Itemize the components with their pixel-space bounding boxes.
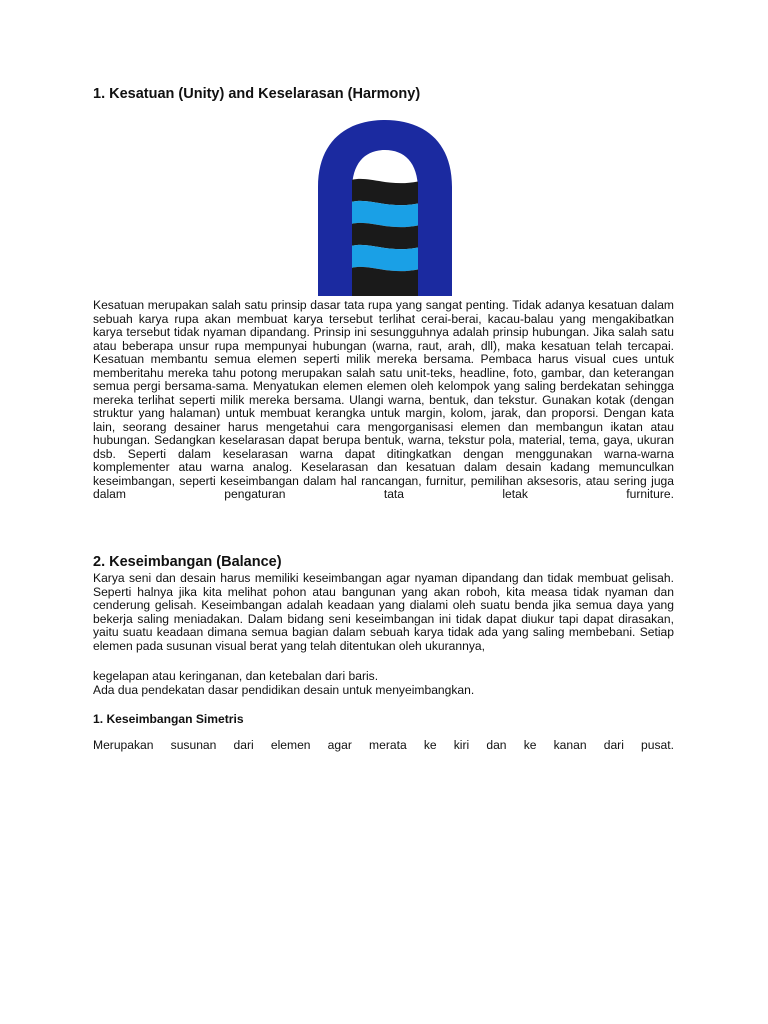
paragraph-approaches: Ada dua pendekatan dasar pendidikan desain untuk menyeimbangkan.	[93, 683, 475, 697]
unity-arch-logo	[318, 120, 452, 296]
paragraph-balance: Karya seni dan desain harus memiliki keseimbangan agar nyaman dipandang dan tidak membuat gelisah. Seperti halnya jika kita melihat pohon atau bangunan yang akan roboh, kita measa tidak nyaman dan cenderung gelisah. Keseimbangan adalah keadaan yang dialami oleh suatu benda jika semua daya yang bekerja saling meniadakan. Dalam bidang seni keseimbangan ini tidak dapat diukur tapi dapat dirasakan, yaitu suatu keadaan dimana semua bagian dalam sebuah karya tidak ada yang saling membebani. Setiap elemen pada susunan visual berat yang telah ditentukan oleh ukurannya,	[93, 571, 674, 653]
paragraph-unity: Kesatuan merupakan salah satu prinsip dasar tata rupa yang sangat penting. Tidak adanya kesatuan dalam sebuah karya rupa akan membuat karya tersebut terlihat cerai-berai, kacau-balau yang mengakibatkan karya tersebut tidak nyaman dipandang. Prinsip ini sesungguhnya adalah prinsip hubungan. Jika salah satu atau beberapa unsur rupa mempunyai hubungan (warna, raut, arah, dll), maka kesatuan telah tercapai. Kesatuan membantu semua elemen seperti milik mereka bersama. Pembaca harus visual cues untuk memberitahu mereka tahu potong merupakan salah satu unit-teks, headline, foto, gambar, dan keterangan semua pergi bersama-sama. Menyatukan elemen elemen oleh kelompok yang saling berdekatan sehingga mereka terlihat seperti milik mereka bersama. Ulangi warna, bentuk, dan tekstur. Gunakan kotak (dengan struktur yang halaman) untuk membuat kerangka untuk margin, kolom, jarak, dan proporsi. Dengan kata lain, seorang desainer harus mengetahui cara mengorganisasi elemen dan membangun ikatan atau hubungan. Sedangkan keselarasan dapat berupa bentuk, warna, tekstur pola, material, tema, gaya, ukuran dsb. Seperti dalam keselarasan warna dapat ditingkatkan dengan menggunakan warna-warna komplementer atau warna analog. Keselarasan dan kesatuan dalam desain kadang memunculkan keseimbangan, seperti keseimbangan dalam hal rancangan, furnitur, pemilihan aksesoris, atau sering juga dalam pengaturan tata letak furniture.	[93, 298, 674, 501]
paragraph-symmetric: Merupakan susunan dari elemen agar merata ke kiri dan ke kanan dari pusat.	[93, 738, 674, 752]
section-heading-balance: 2. Keseimbangan (Balance)	[93, 554, 282, 570]
subheading-symmetric-balance: 1. Keseimbangan Simetris	[93, 712, 244, 726]
stripe-dark-3	[346, 267, 424, 296]
paragraph-balance-continued: kegelapan atau keringanan, dan ketebalan dari baris.	[93, 669, 379, 683]
stripes-group	[346, 179, 424, 296]
section-heading-unity-harmony: 1. Kesatuan (Unity) and Keselarasan (Harmony)	[93, 86, 421, 102]
